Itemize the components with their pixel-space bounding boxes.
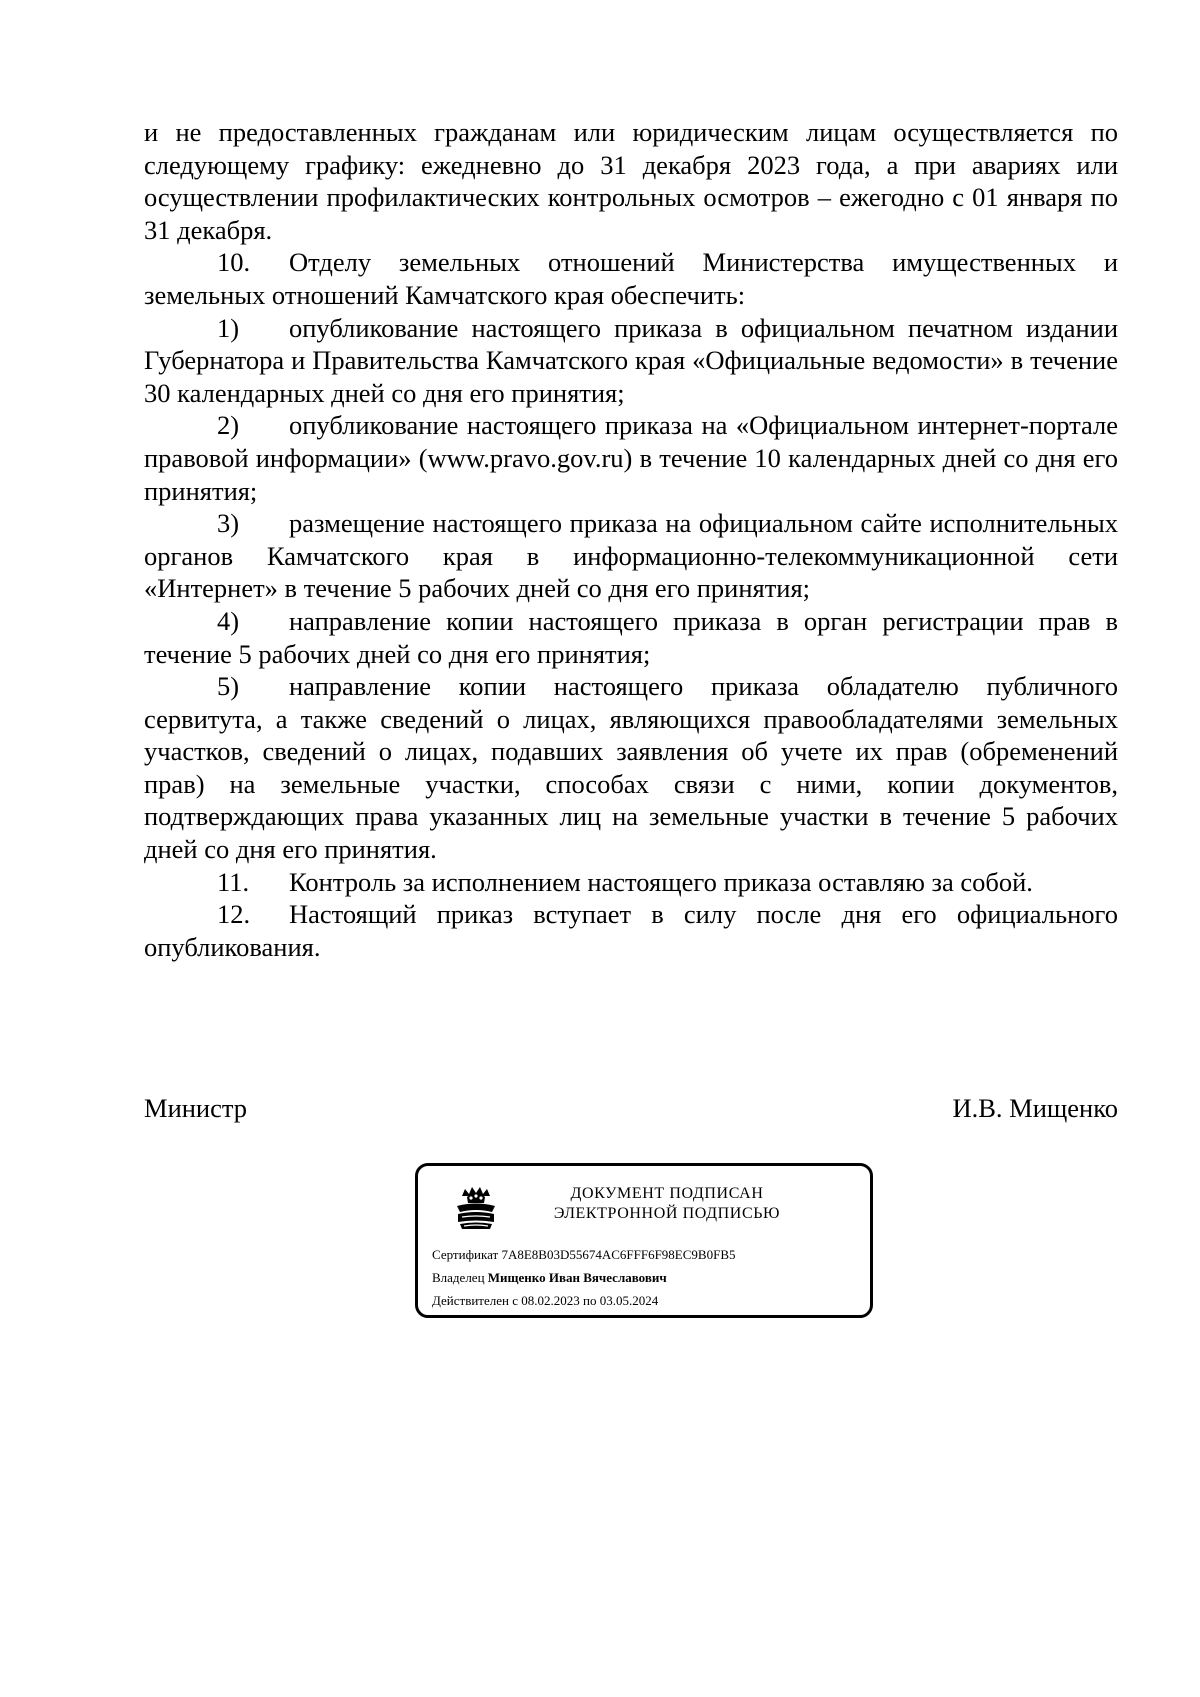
item-number: 12. — [217, 899, 251, 930]
paragraph-item-11: 11. Контроль за исполнением настоящего приказа оставляю за собой. — [217, 866, 1033, 897]
signatory-name: И.В. Мищенко — [952, 1093, 1118, 1123]
document-body — [144, 116, 1118, 963]
paragraph-subitem-3: 3) размещение настоящего приказа на официальном сайте исполнительных органов Камчатского края в информационно-телекоммуникационной сети «Интернет» в течение 5 рабочих дней со дня его принятия; — [144, 508, 1118, 604]
item-number: 1) — [217, 312, 240, 343]
stamp-validity-line: Действителен с 08.02.2023 по 03.05.2024 — [432, 1293, 659, 1308]
paragraph-subitem-4: 4) направление копии настоящего приказа в орган регистрации прав в течение 5 рабочих дней со дня его принятия; — [144, 605, 1118, 669]
stamp-details — [432, 1243, 862, 1312]
stamp-certificate-line: Сертификат 7A8E8B03D55674AC6FFF6F98EC9B0FB5 — [432, 1247, 736, 1262]
item-number: 5) — [217, 671, 240, 702]
coat-of-arms-icon — [454, 1182, 498, 1230]
signatory-position: Министр — [144, 1093, 248, 1123]
paragraph-item-12: 12. Настоящий приказ вступает в силу после дня его официального опубликования. — [144, 899, 1118, 962]
paragraph-subitem-1: 1) опубликование настоящего приказа в официальном печатном издании Губернатора и Правительства Камчатского края «Официальные ведомости» в течение 30 календарных дней со дня его принятия; — [144, 312, 1118, 408]
electronic-signature-stamp — [415, 1163, 873, 1318]
paragraph-subitem-5: 5) направление копии настоящего приказа обладателю публичного сервитута, а также сведений о лицах, являющихся правообладателями земельных участков, сведений о лицах, подавших заявления об учете их прав (обременений прав) на земельные участки, способах связи с ними, копии документов, подтверждающих права указанных лиц на земельные участки в течение 5 рабочих дней со дня его принятия. — [144, 671, 1118, 865]
item-number: 10. — [217, 247, 251, 278]
item-number: 11. — [217, 866, 250, 897]
item-number: 2) — [217, 410, 240, 441]
signature-block — [144, 1092, 1118, 1125]
paragraph-continuation: и не предоставленных гражданам или юридическим лицам осуществляется по следующему графику: ежедневно до 31 декабря 2023 года, а при авариях или осуществлении профилактических контрольных осмотров – ежегодно с 01 января по 31 декабря. — [144, 117, 1118, 245]
paragraph-item-10: 10. Отделу земельных отношений Министерства имущественных и земельных отношений Камчатского края обеспечить: — [144, 247, 1118, 310]
item-number: 4) — [217, 605, 240, 636]
stamp-owner-line: Владелец Мищенко Иван Вячеславович — [432, 1270, 667, 1285]
stamp-title: ДОКУМЕНТ ПОДПИСАН ЭЛЕКТРОННОЙ ПОДПИСЬЮ — [553, 1185, 781, 1222]
item-number: 3) — [217, 508, 240, 539]
paragraph-subitem-2: 2) опубликование настоящего приказа на «Официальном интернет-портале правовой информации» (www.pravo.gov.ru) в течение 10 календарных дней со дня его принятия; — [144, 410, 1118, 506]
